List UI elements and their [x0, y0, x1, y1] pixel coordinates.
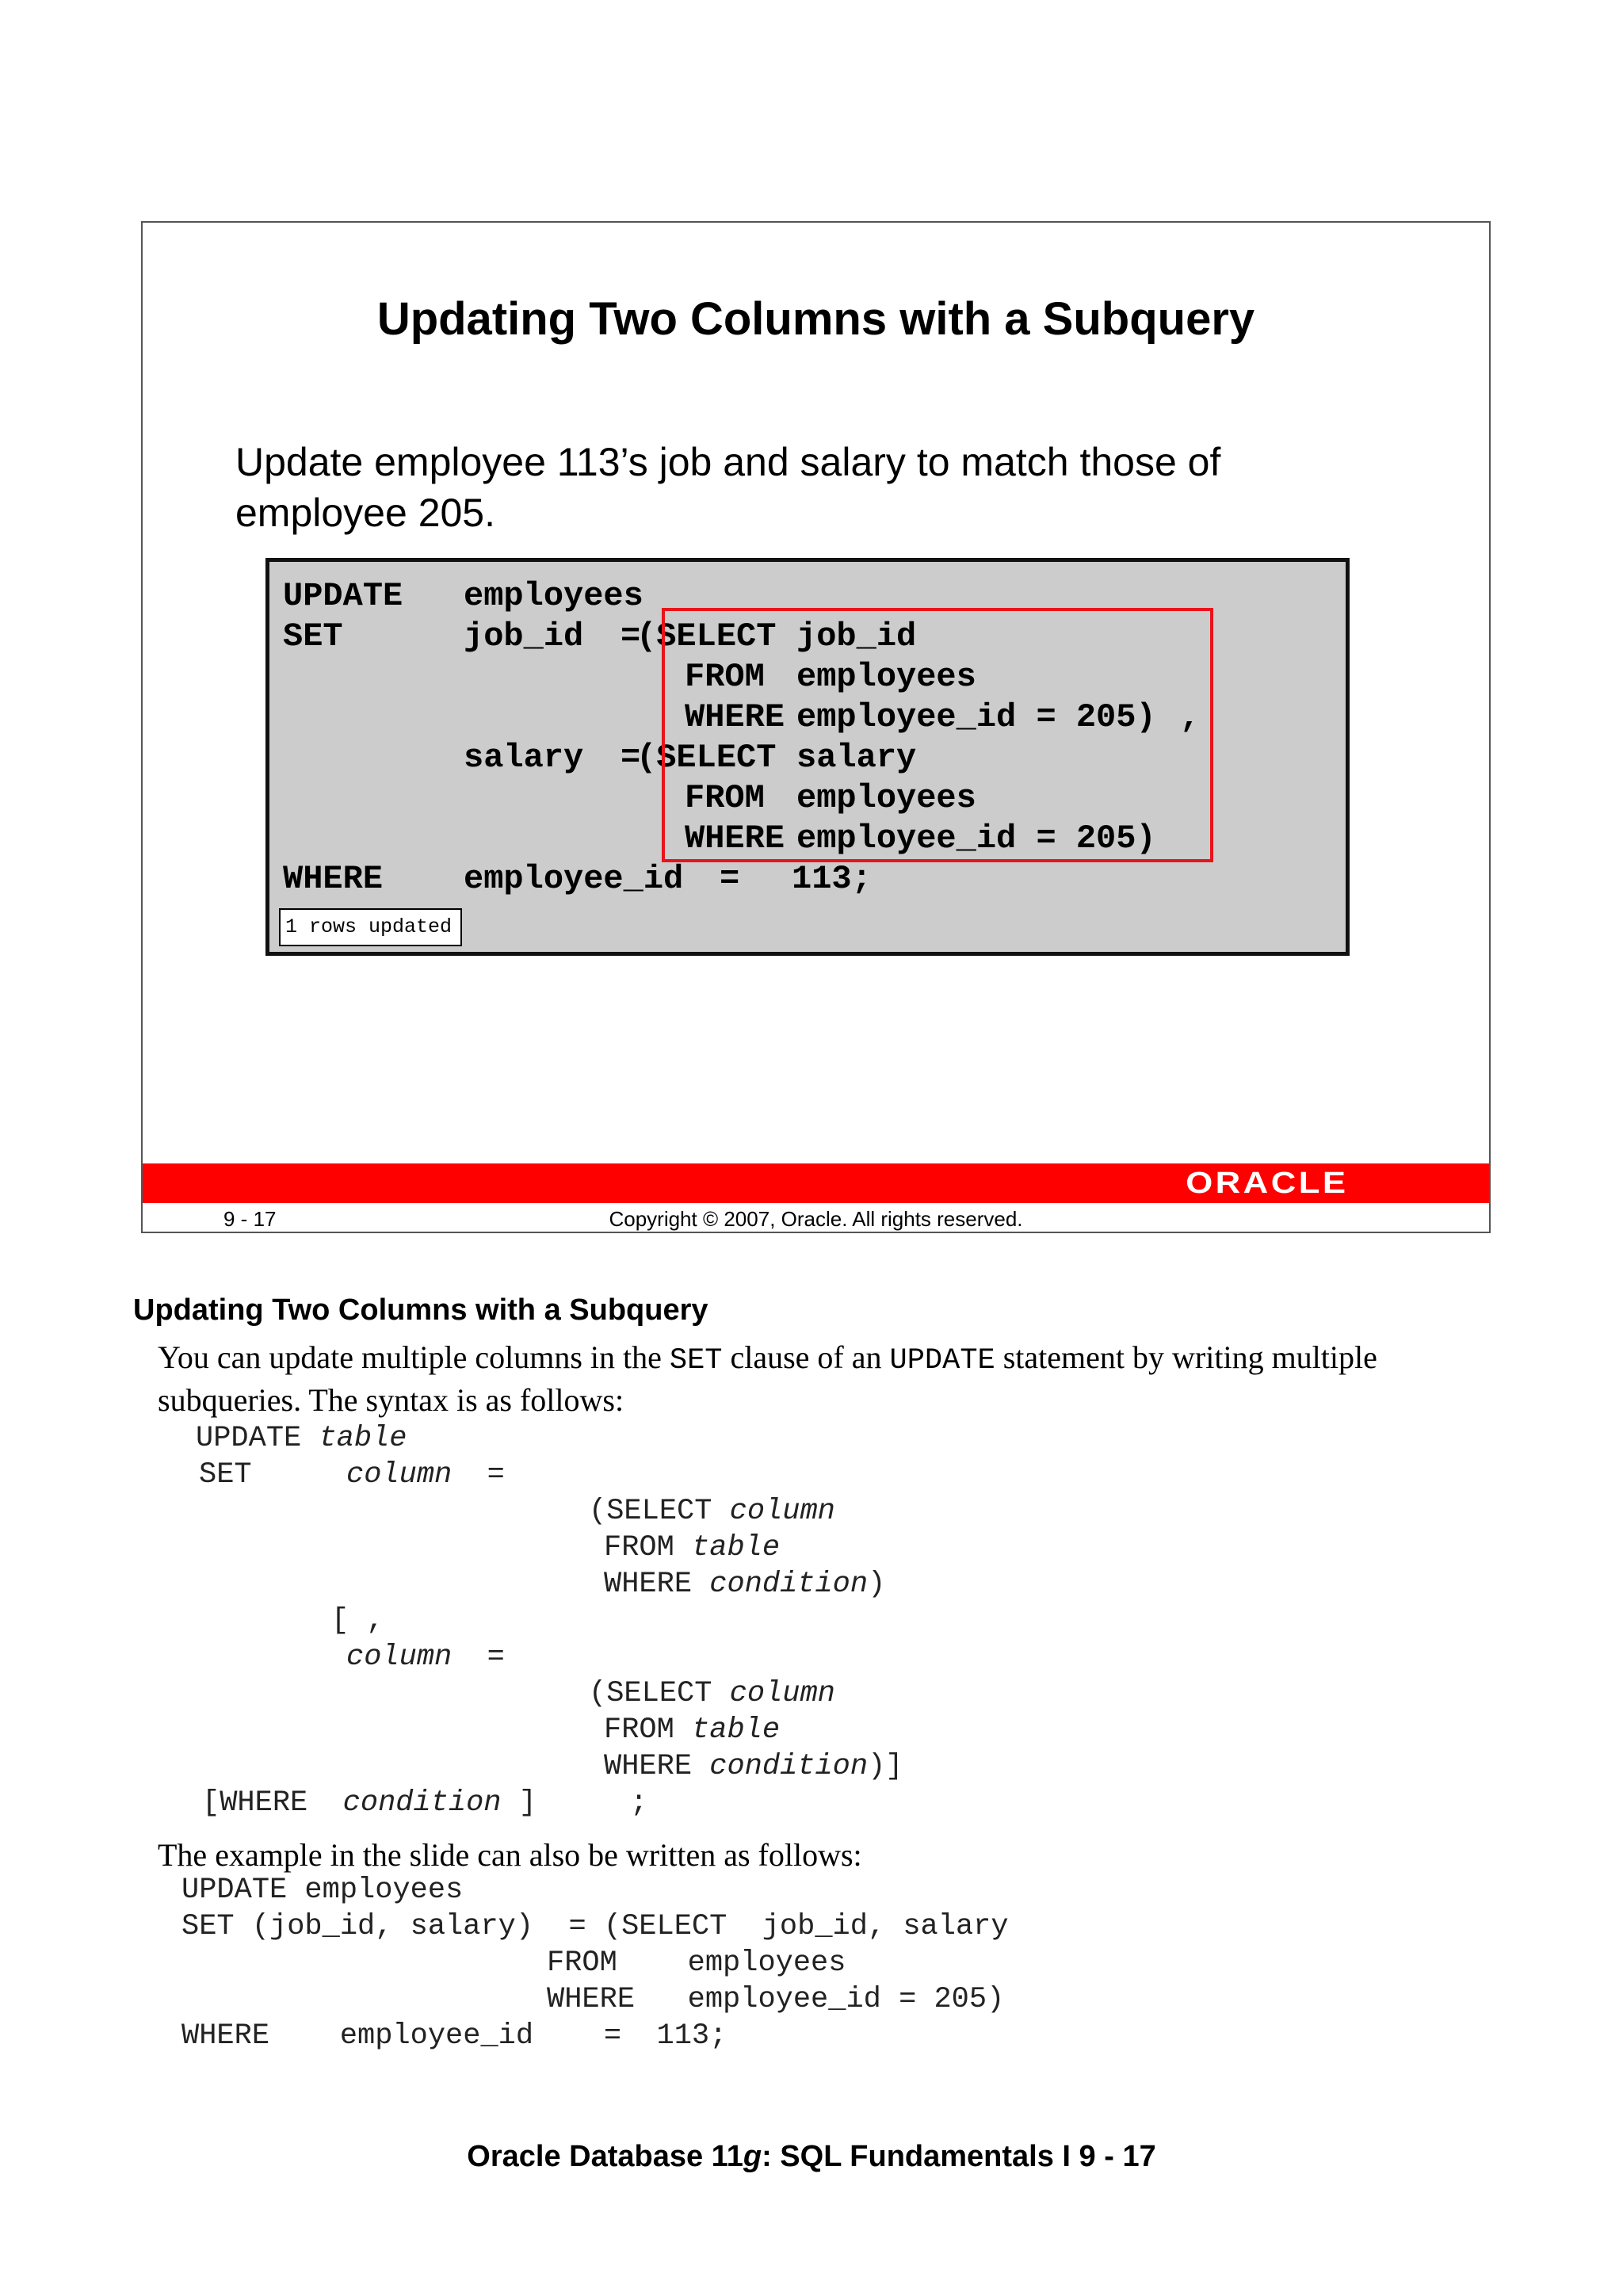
- code-token: (SELECT: [636, 617, 777, 655]
- code-token: ,: [1180, 698, 1201, 736]
- code-token: FROM: [685, 658, 765, 696]
- example-line: WHERE employee_id = 205): [547, 1983, 1005, 2016]
- syntax-line: (SELECT column: [589, 1495, 835, 1528]
- code-token: employees: [796, 658, 976, 696]
- text: statement by writing multiple subqueries. The syntax is as follows:: [158, 1339, 1377, 1418]
- code-line-2: [269, 617, 917, 657]
- code-token: 113;: [792, 860, 872, 898]
- page-footer: Oracle Database 11g: SQL Fundamentals I 9 - 17: [467, 2140, 1156, 2173]
- example-line: FROM employees: [547, 1946, 846, 1980]
- text: clause of an: [722, 1339, 890, 1375]
- footer-band: [143, 1163, 1489, 1203]
- code-line-3: [269, 657, 976, 697]
- code-token: =: [621, 617, 641, 655]
- code-line-5: [269, 738, 917, 778]
- code-token: (SELECT: [636, 739, 777, 777]
- example-line: UPDATE employees: [181, 1874, 464, 1907]
- notes-paragraph-2: The example in the slide can also be written as follows:: [158, 1837, 862, 1873]
- code-token: WHERE: [685, 698, 785, 736]
- syntax-line: FROM table: [604, 1713, 781, 1747]
- code-token: =: [621, 739, 641, 777]
- code-token: salary: [464, 739, 584, 777]
- slide-frame: [141, 221, 1491, 1233]
- syntax-line: FROM table: [604, 1531, 781, 1564]
- syntax-line: [ ,: [331, 1604, 384, 1637]
- code-token: employee_id = 205): [796, 698, 1156, 736]
- syntax-line: column =: [346, 1458, 505, 1492]
- example-line: WHERE employee_id = 113;: [181, 2019, 727, 2053]
- syntax-line: [WHERE condition ]: [202, 1786, 537, 1820]
- oracle-logo: ORACLE: [1185, 1167, 1348, 1200]
- example-line: SET (job_id, salary) = (SELECT job_id, salary: [181, 1910, 1009, 1943]
- code-inline: SET: [669, 1344, 723, 1377]
- syntax-line: WHERE condition): [604, 1568, 886, 1601]
- notes-heading: Updating Two Columns with a Subquery: [133, 1293, 708, 1327]
- code-token: employee_id = 205): [796, 819, 1156, 858]
- syntax-line: ;: [630, 1786, 648, 1820]
- code-line-7: [269, 819, 1156, 859]
- slide-intro: Update employee 113’s job and salary to match those of employee 205.: [235, 440, 1221, 535]
- slide-title: Updating Two Columns with a Subquery: [376, 293, 1255, 345]
- code-line-6: [269, 778, 976, 819]
- code-line-1: [269, 576, 643, 617]
- code-token: SET: [283, 617, 343, 655]
- code-token: =: [720, 860, 740, 898]
- code-token: WHERE: [685, 819, 785, 858]
- slide-page-number: 9 - 17: [223, 1207, 277, 1231]
- code-token: UPDATE: [283, 577, 403, 615]
- subquery-highlight-box: [662, 608, 1213, 862]
- syntax-line: column =: [346, 1641, 505, 1674]
- notes-paragraph-1: [158, 1338, 1473, 1420]
- sql-code-box: [265, 558, 1350, 956]
- syntax-line: (SELECT column: [589, 1677, 835, 1710]
- code-token: employees: [464, 577, 643, 615]
- syntax-line: UPDATE table: [196, 1422, 407, 1455]
- code-token: employee_id: [464, 860, 684, 898]
- code-token: employees: [796, 779, 976, 817]
- code-token: job_id: [464, 617, 584, 655]
- result-message: 1 rows updated: [279, 908, 462, 946]
- syntax-line: WHERE condition)]: [604, 1750, 903, 1783]
- text: You can update multiple columns in the: [158, 1339, 670, 1375]
- syntax-line: SET: [199, 1458, 252, 1492]
- code-token: WHERE: [283, 860, 384, 898]
- code-token: job_id: [796, 617, 917, 655]
- code-token: FROM: [685, 779, 765, 817]
- code-token: salary: [796, 739, 917, 777]
- slide-copyright: Copyright © 2007, Oracle. All rights reserved.: [609, 1207, 1023, 1231]
- code-line-4: [269, 697, 1201, 738]
- code-inline: UPDATE: [889, 1344, 995, 1377]
- code-line-8: [269, 859, 872, 900]
